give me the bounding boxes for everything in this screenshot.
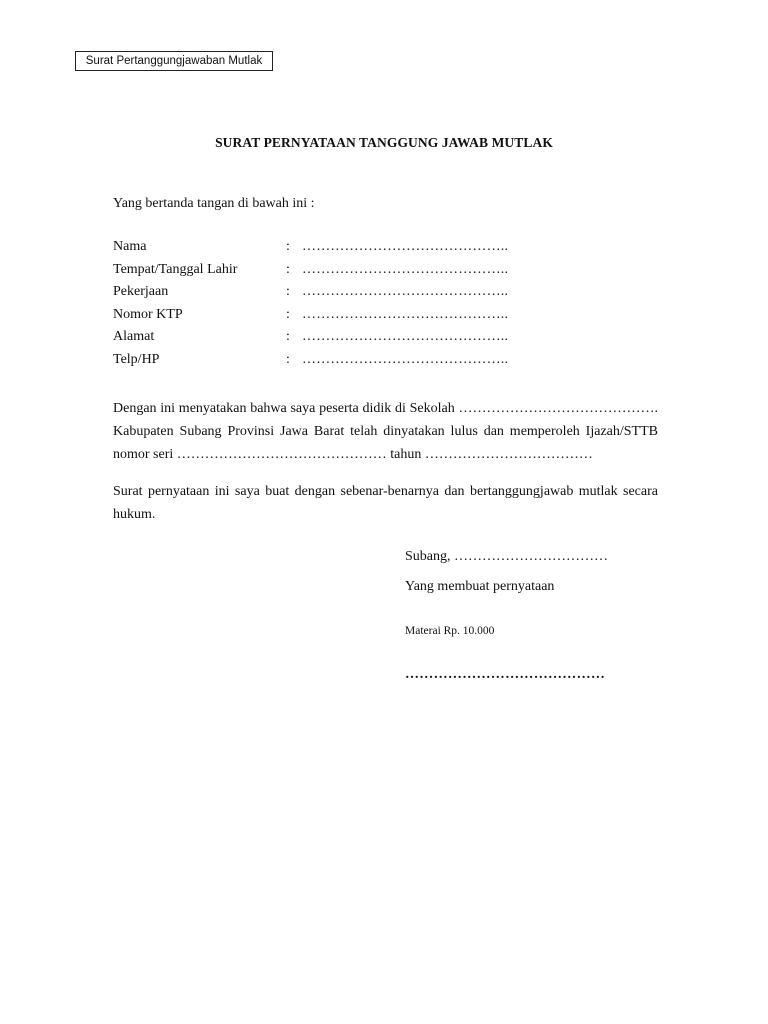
signature-maker-label: Yang membuat pernyataan	[405, 579, 555, 594]
field-label: Nama	[113, 239, 147, 254]
field-colon: :	[286, 306, 290, 322]
field-label: Pekerjaan	[113, 284, 169, 300]
document-tag-box: Surat Pertanggungjawaban Mutlak	[75, 51, 273, 71]
field-colon: :	[286, 351, 290, 367]
intro-text: Yang bertanda tangan di bawah ini :	[113, 196, 315, 211]
field-label: Telp/HP	[113, 351, 160, 367]
field-label: Nomor KTP	[113, 306, 183, 322]
field-label: Alamat	[113, 329, 155, 345]
field-blank: ……………………………………..	[302, 351, 509, 367]
field-label: Tempat/Tanggal Lahir	[113, 261, 238, 277]
statement-paragraph: Dengan ini menyatakan bahwa saya peserta didik di Sekolah ……………………………………. Kabupaten Subang Provinsi Jawa Barat telah dinyatakan lulus dan memperoleh Ijazah/STTB nomor seri ……………………………………… tahun ………………………………	[113, 401, 658, 462]
field-colon: :	[286, 284, 290, 300]
field-colon: :	[286, 261, 290, 277]
field-blank: ……………………………………..	[302, 329, 509, 345]
materai-stamp-label: Materai Rp. 10.000	[405, 625, 495, 637]
field-blank: ……………………………………..	[302, 261, 509, 277]
field-blank: ……………………………………..	[302, 239, 509, 254]
declaration-paragraph: Surat pernyataan ini saya buat dengan sebenar-benarnya dan bertanggungjawab mutlak secara hukum.	[113, 484, 658, 522]
field-colon: :	[286, 239, 290, 254]
field-colon: :	[286, 329, 290, 345]
signature-place-date: Subang, ……………………………	[405, 549, 608, 564]
signature-name-line: ……………………………………	[405, 667, 606, 682]
field-blank: ……………………………………..	[302, 284, 509, 300]
document-title: SURAT PERNYATAAN TANGGUNG JAWAB MUTLAK	[215, 135, 553, 150]
field-blank: ……………………………………..	[302, 306, 509, 322]
